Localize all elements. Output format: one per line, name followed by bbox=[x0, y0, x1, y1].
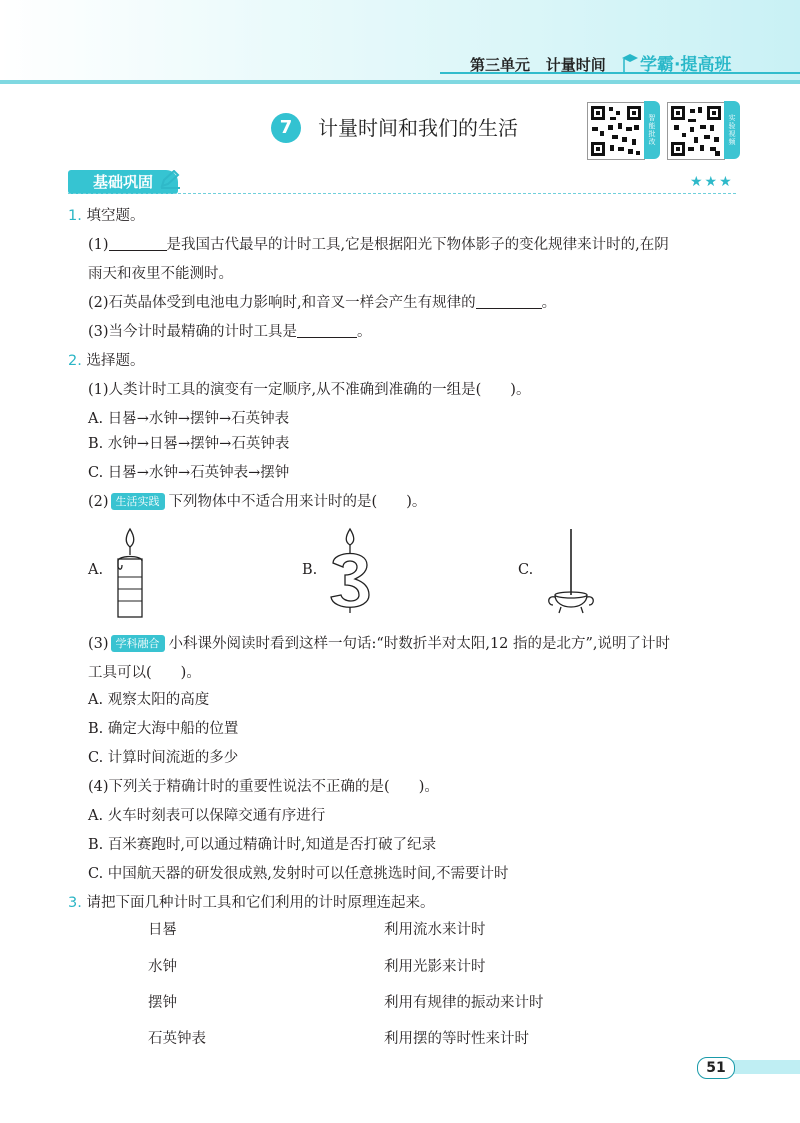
qr-code-icon bbox=[668, 103, 724, 159]
brand-name: 学霸·提高班 bbox=[640, 55, 732, 75]
option-b[interactable]: B. 百米赛跑时,可以通过精确计时,知道是否打破了纪录 bbox=[88, 837, 437, 853]
image-option-c-label[interactable]: C. bbox=[518, 562, 534, 578]
candle-icon bbox=[110, 527, 150, 621]
match-right-item[interactable]: 利用有规律的振动来计时 bbox=[384, 995, 544, 1011]
question-2-sub-4-stem: (4)下列关于精确计时的重要性说法不正确的是( )。 bbox=[88, 779, 439, 795]
question-2-sub-3-stem: (3) 学科融合 小科课外阅读时看到这样一句话:“时数折半对太阳,12 指的是北方”,说明了计时 bbox=[88, 636, 671, 652]
option-b[interactable]: B. 确定大海中船的位置 bbox=[88, 721, 239, 737]
match-right-item[interactable]: 利用摆的等时性来计时 bbox=[384, 1031, 529, 1047]
lesson-number-badge: 7 bbox=[271, 113, 301, 143]
option-b[interactable]: B. 水钟→日晷→摆钟→石英钟表 bbox=[88, 436, 290, 452]
image-option-b-label[interactable]: B. bbox=[302, 562, 318, 578]
tag-interdisciplinary: 学科融合 bbox=[111, 635, 165, 652]
question-2-sub-3-stem-cont: 工具可以( )。 bbox=[88, 665, 201, 681]
answer-blank[interactable] bbox=[476, 293, 542, 309]
qr-label-video: 实验视频 bbox=[724, 101, 740, 159]
graduation-cap-icon bbox=[621, 52, 639, 74]
match-left-item[interactable]: 水钟 bbox=[148, 959, 177, 975]
match-left-item[interactable]: 摆钟 bbox=[148, 995, 177, 1011]
question-1-stem: 1. 填空题。 bbox=[68, 208, 145, 224]
answer-blank[interactable] bbox=[297, 322, 357, 338]
option-c[interactable]: C. 中国航天器的研发很成熟,发射时可以任意挑选时间,不需要计时 bbox=[88, 866, 509, 882]
pencil-icon bbox=[158, 170, 182, 190]
question-2-stem: 2. 选择题。 bbox=[68, 353, 145, 369]
answer-blank[interactable] bbox=[109, 235, 167, 251]
question-3-stem: 3. 请把下面几种计时工具和它们利用的计时原理连起来。 bbox=[68, 895, 435, 911]
match-left-item[interactable]: 日晷 bbox=[148, 922, 177, 938]
difficulty-stars: ★★★ bbox=[690, 174, 734, 190]
option-c[interactable]: C. 计算时间流逝的多少 bbox=[88, 750, 239, 766]
question-1-part-1: (1) 是我国古代最早的计时工具,它是根据阳光下物体影子的变化规律来计时的,在阴 bbox=[88, 237, 669, 253]
question-1-part-3: (3)当今计时最精确的计时工具是 。 bbox=[88, 324, 372, 340]
question-1-part-1-cont: 雨天和夜里不能测时。 bbox=[88, 266, 233, 282]
match-right-item[interactable]: 利用流水来计时 bbox=[384, 922, 486, 938]
qr-code-video[interactable] bbox=[667, 102, 725, 160]
unit-title: 第三单元 计量时间 bbox=[470, 56, 606, 74]
section-title: 基础巩固 bbox=[68, 170, 178, 194]
option-a[interactable]: A. 日晷→水钟→摆钟→石英钟表 bbox=[88, 411, 290, 427]
match-right-item[interactable]: 利用光影来计时 bbox=[384, 959, 486, 975]
match-left-item[interactable]: 石英钟表 bbox=[148, 1031, 206, 1047]
incense-burner-icon bbox=[543, 527, 599, 617]
section-divider bbox=[68, 193, 736, 195]
number-three-candle-icon bbox=[325, 527, 375, 613]
lesson-title: 计量时间和我们的生活 bbox=[318, 116, 518, 140]
page-number-band bbox=[733, 1060, 800, 1074]
qr-code-grading[interactable] bbox=[587, 102, 645, 160]
tag-life-practice: 生活实践 bbox=[111, 493, 165, 510]
image-option-a-label[interactable]: A. bbox=[88, 562, 104, 578]
qr-label-grading: 智能批改 bbox=[644, 101, 660, 159]
option-c[interactable]: C. 日晷→水钟→石英钟表→摆钟 bbox=[88, 465, 290, 481]
option-a[interactable]: A. 观察太阳的高度 bbox=[88, 692, 210, 708]
option-a[interactable]: A. 火车时刻表可以保障交通有序进行 bbox=[88, 808, 326, 824]
page-number: 51 bbox=[697, 1057, 735, 1079]
question-1-part-2: (2)石英晶体受到电池电力影响时,和音叉一样会产生有规律的 。 bbox=[88, 295, 557, 311]
header-stripe bbox=[0, 80, 800, 84]
qr-code-icon bbox=[588, 103, 644, 159]
question-2-sub-2-stem: (2) 生活实践 下列物体中不适合用来计时的是( )。 bbox=[88, 494, 427, 510]
question-2-sub-1-stem: (1)人类计时工具的演变有一定顺序,从不准确到准确的一组是( )。 bbox=[88, 382, 531, 398]
